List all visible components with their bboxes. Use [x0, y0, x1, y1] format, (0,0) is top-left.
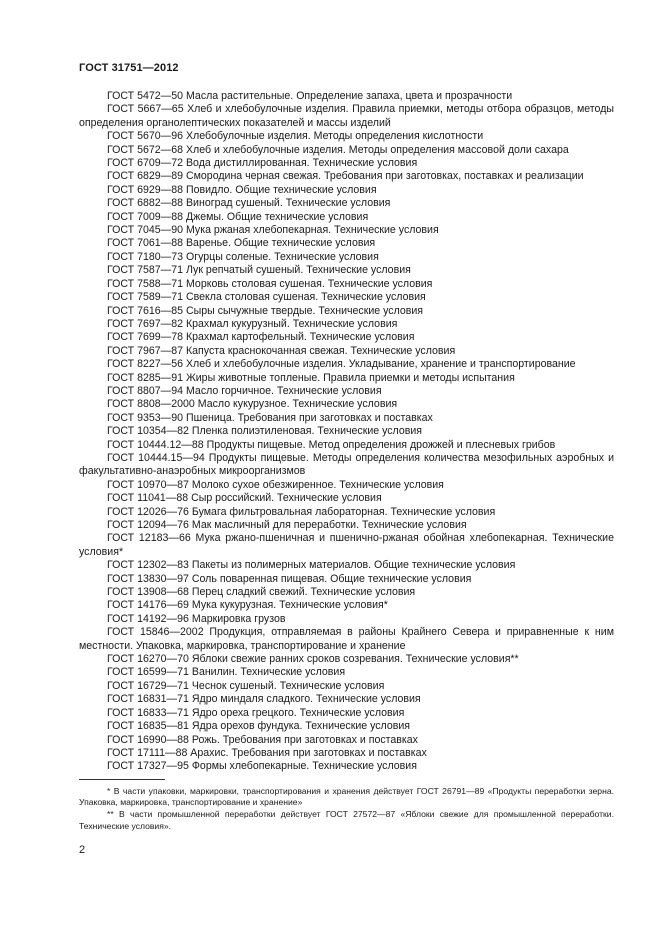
- reference-entry: ГОСТ 7697—82 Крахмал кукурузный. Технические условия: [107, 317, 398, 330]
- reference-entry: ГОСТ 16990—88 Рожь. Требования при заготовках и поставках: [107, 733, 418, 746]
- reference-entry: ГОСТ 6709—72 Вода дистиллированная. Технические условия: [107, 157, 418, 170]
- reference-entry: ГОСТ 16833—71 Ядро ореха грецкого. Технические условия: [107, 706, 405, 719]
- reference-entry: ГОСТ 9353—90 Пшеница. Требования при заготовках и поставках: [107, 411, 433, 424]
- footnotes: [79, 786, 614, 833]
- reference-entry: ГОСТ 16270—70 Яблоки свежие ранних сроков созревания. Технические условия**: [107, 653, 519, 666]
- reference-entry: ГОСТ 6829—89 Смородина черная свежая. Требования при заготовках, поставках и реализации: [107, 170, 584, 183]
- reference-entry: ГОСТ 6929—88 Повидло. Общие технические условия: [107, 183, 377, 196]
- reference-entry: ГОСТ 10354—82 Пленка полиэтиленовая. Технические условия: [107, 425, 423, 438]
- reference-entry: ГОСТ 7588—71 Морковь столовая сушеная. Технические условия: [107, 277, 433, 290]
- reference-entry: ГОСТ 7180—73 Огурцы соленые. Технические условия: [107, 250, 379, 263]
- footnote: ** В части промышленной переработки действует ГОСТ 27572—87 «Яблоки свежие для промышленной переработки. Технические условия».: [79, 809, 614, 831]
- reference-entry: ГОСТ 10444.15—94 Продукты пищевые. Методы определения количества мезофильных аэробных и факультативно-анаэробных микроорганизмов: [79, 451, 614, 478]
- reference-entry: ГОСТ 16729—71 Чеснок сушеный. Технические условия: [107, 679, 385, 692]
- page-header-standard: ГОСТ 31751—2012: [79, 62, 179, 74]
- reference-entry: ГОСТ 12026—76 Бумага фильтровальная лабораторная. Технические условия: [107, 505, 496, 518]
- reference-entry: ГОСТ 7967—87 Капуста краснокочанная свежая. Технические условия: [107, 344, 456, 357]
- reference-entry: ГОСТ 10444.12—88 Продукты пищевые. Метод определения дрожжей и плесневых грибов: [107, 438, 556, 451]
- reference-entry: ГОСТ 11041—88 Сыр российский. Технические условия: [107, 492, 382, 505]
- footnote: * В части упаковки, маркировки, транспортирования и хранения действует ГОСТ 26791—89 «Продукты переработки зерна. Упаковка, маркировка, транспортирование и хранение»: [79, 786, 614, 808]
- reference-entry: ГОСТ 5670—96 Хлебобулочные изделия. Методы определения кислотности: [107, 130, 484, 143]
- reference-entry: ГОСТ 7587—71 Лук репчатый сушеный. Технические условия: [107, 264, 411, 277]
- reference-entry: ГОСТ 7589—71 Свекла столовая сушеная. Технические условия: [107, 291, 426, 304]
- reference-entry: ГОСТ 8285—91 Жиры животные топленые. Правила приемки и методы испытания: [107, 371, 515, 384]
- reference-entry: ГОСТ 8808—2000 Масло кукурузное. Технические условия: [107, 398, 398, 411]
- reference-entry: ГОСТ 14176—69 Мука кукурузная. Технические условия*: [107, 599, 388, 612]
- reference-entry: ГОСТ 15846—2002 Продукция, отправляемая в районы Крайнего Севера и приравненные к ним местности. Упаковка, маркировка, транспортирование и хранение: [79, 626, 614, 652]
- reference-entry: ГОСТ 5472—50 Масла растительные. Определение запаха, цвета и прозрачности: [107, 90, 513, 102]
- reference-entry: ГОСТ 7061—88 Варенье. Общие технические условия: [107, 237, 376, 250]
- reference-entry: ГОСТ 12183—66 Мука ржано-пшеничная и пшенично-ржаная обойная хлебопекарная. Технические условия*: [79, 532, 614, 558]
- reference-entry: ГОСТ 10970—87 Молоко сухое обезжиренное. Технические условия: [107, 478, 444, 491]
- reference-entry: ГОСТ 7045—90 Мука ржаная хлебопекарная. Технические условия: [107, 224, 439, 237]
- reference-entry: ГОСТ 16599—71 Ванилин. Технические условия: [107, 666, 346, 679]
- reference-entry: ГОСТ 6882—88 Виноград сушеный. Технические условия: [107, 197, 391, 210]
- reference-entry: ГОСТ 7699—78 Крахмал картофельный. Технические условия: [107, 331, 415, 344]
- reference-entry: ГОСТ 13830—97 Соль поваренная пищевая. Общие технические условия: [107, 572, 472, 585]
- normative-references-list: [79, 90, 614, 774]
- reference-entry: ГОСТ 12094—76 Мак масличный для переработки. Технические условия: [107, 519, 467, 531]
- reference-entry: ГОСТ 8227—56 Хлеб и хлебобулочные изделия. Укладывание, хранение и транспортирование: [107, 358, 576, 371]
- reference-entry: ГОСТ 5667—65 Хлеб и хлебобулочные изделия. Правила приемки, методы отбора образцов, методы определения органолептических показателей и массы изделий: [79, 103, 614, 129]
- reference-entry: ГОСТ 5672—68 Хлеб и хлебобулочные изделия. Методы определения массовой доли сахара: [107, 143, 569, 156]
- reference-entry: ГОСТ 14192—96 Маркировка грузов: [107, 612, 286, 625]
- reference-entry: ГОСТ 7009—88 Джемы. Общие технические условия: [107, 210, 369, 223]
- reference-entry: ГОСТ 13908—68 Перец сладкий свежий. Технические условия: [107, 586, 416, 599]
- reference-entry: ГОСТ 16831—71 Ядро миндаля сладкого. Технические условия: [107, 693, 421, 706]
- reference-entry: ГОСТ 17111—88 Арахис. Требования при заготовках и поставках: [107, 746, 427, 759]
- reference-entry: ГОСТ 12302—83 Пакеты из полимерных материалов. Общие технические условия: [107, 559, 516, 572]
- reference-entry: ГОСТ 16835—81 Ядра орехов фундука. Технические условия: [107, 720, 411, 733]
- reference-entry: ГОСТ 7616—85 Сыры сычужные твердые. Технические условия: [107, 304, 424, 317]
- reference-entry: ГОСТ 8807—94 Масло горчичное. Технические условия: [107, 384, 382, 397]
- footnote-divider: [79, 779, 165, 780]
- page-number: 2: [79, 844, 86, 856]
- reference-entry: ГОСТ 17327—95 Формы хлебопекарные. Технические условия: [107, 760, 417, 773]
